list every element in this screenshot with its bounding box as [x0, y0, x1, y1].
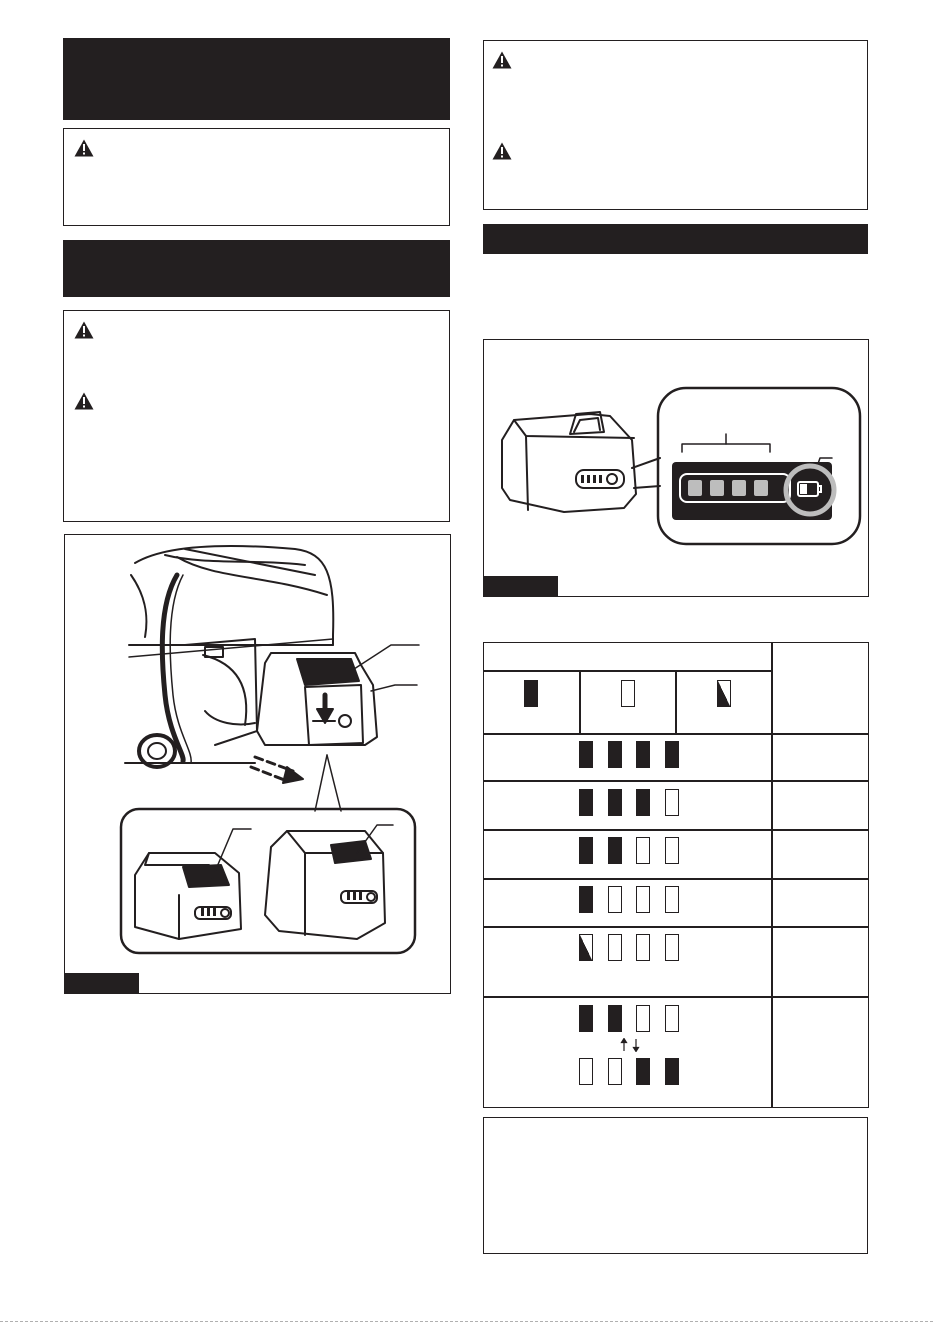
table-column-divider	[675, 670, 677, 733]
table-rule	[484, 926, 868, 928]
table-rule	[484, 996, 868, 998]
indicator-segment	[636, 837, 650, 864]
indicator-segment	[665, 837, 679, 864]
legend-blinking-icon	[717, 680, 731, 707]
indicator-segment	[579, 886, 593, 913]
figure-charge-indicator	[483, 339, 869, 597]
table-rule	[484, 670, 771, 672]
warning-triangle-icon	[492, 51, 512, 69]
indicator-segment	[608, 789, 622, 816]
indicator-segment	[608, 934, 622, 961]
table-rule	[484, 733, 868, 735]
table-rule	[484, 829, 868, 831]
warning-box	[483, 40, 868, 210]
indicator-segment	[665, 741, 679, 768]
table-column-divider	[771, 643, 773, 1107]
indicator-segment	[579, 1058, 593, 1085]
indicator-segment	[636, 741, 650, 768]
note-box	[483, 1117, 868, 1254]
section-header-bar	[63, 240, 450, 297]
indicator-segment	[636, 1005, 650, 1032]
indicator-segment	[608, 741, 622, 768]
charge-indicator-illustration	[484, 340, 867, 576]
indicator-segment	[579, 837, 593, 864]
warning-box	[63, 310, 450, 522]
legend-off-icon	[621, 680, 635, 707]
indicator-segment	[636, 789, 650, 816]
indicator-segment	[579, 1005, 593, 1032]
legend-lit-icon	[524, 680, 538, 707]
indicator-segment	[665, 789, 679, 816]
indicator-segment	[579, 934, 593, 961]
indicator-segment	[665, 934, 679, 961]
table-rule	[484, 780, 868, 782]
indicator-segment	[636, 934, 650, 961]
indicator-segment	[608, 1058, 622, 1085]
figure-number-tag	[484, 576, 558, 596]
charge-table	[483, 642, 869, 1108]
warning-triangle-icon	[492, 142, 512, 160]
indicator-segment	[608, 837, 622, 864]
section-header-bar	[63, 38, 450, 120]
section-header-bar	[483, 224, 868, 254]
indicator-segment	[608, 1005, 622, 1032]
indicator-segment	[665, 1005, 679, 1032]
page-edge-rule	[0, 1321, 933, 1322]
indicator-segment	[579, 789, 593, 816]
warning-box	[63, 128, 450, 226]
alternating-arrows-icon	[618, 1038, 644, 1052]
warning-triangle-icon	[74, 392, 94, 410]
table-column-divider	[579, 670, 581, 733]
warning-triangle-icon	[74, 321, 94, 339]
indicator-segment	[636, 886, 650, 913]
table-rule	[484, 878, 868, 880]
indicator-segment	[579, 741, 593, 768]
figure-number-tag	[65, 973, 139, 993]
indicator-segment	[665, 1058, 679, 1085]
indicator-segment	[608, 886, 622, 913]
indicator-segment	[665, 886, 679, 913]
figure-battery-install	[64, 534, 451, 994]
indicator-segment	[636, 1058, 650, 1085]
warning-triangle-icon	[74, 139, 94, 157]
battery-install-illustration	[65, 535, 449, 971]
